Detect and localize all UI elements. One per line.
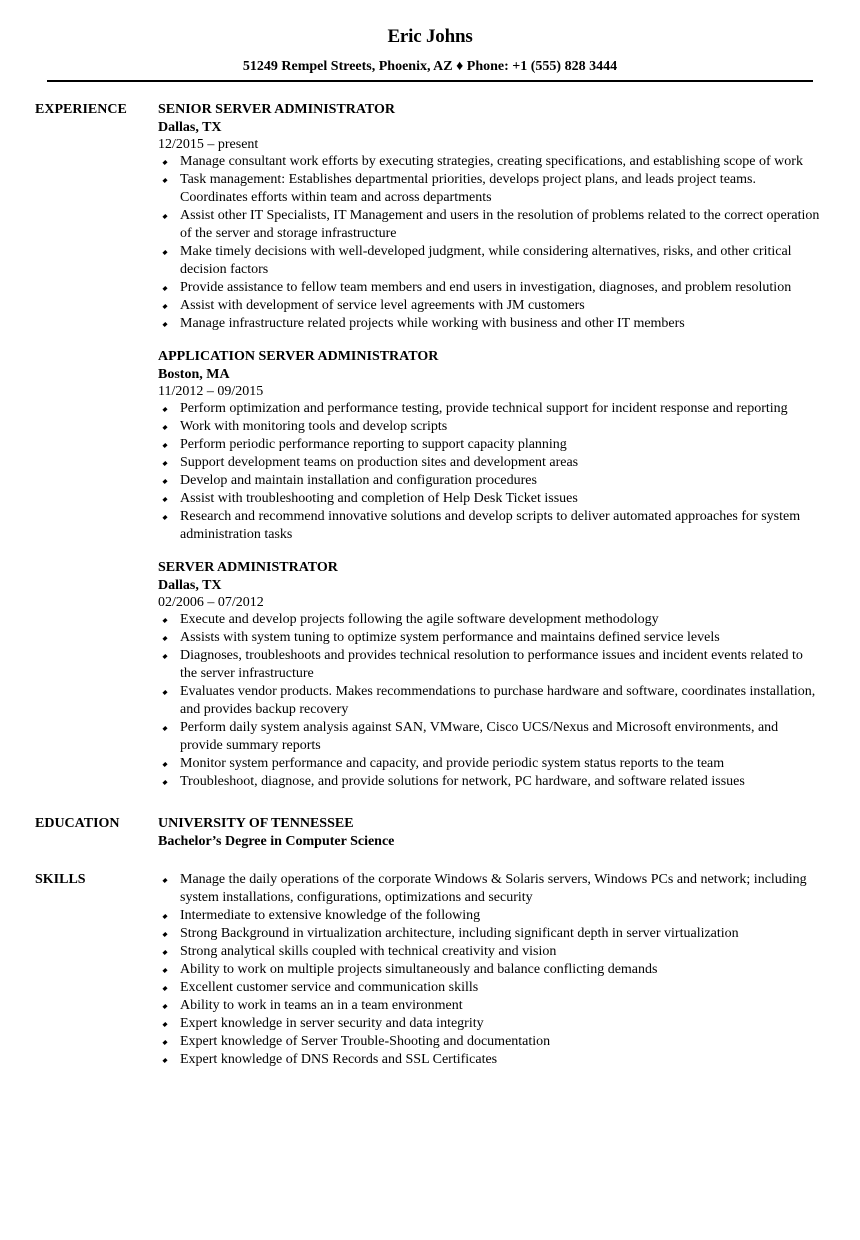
bullet-text: Expert knowledge in server security and data integrity: [180, 1016, 484, 1031]
bullet-icon: [162, 780, 167, 785]
bullet-item: [158, 755, 820, 773]
bullet-text: Manage infrastructure related projects while working with business and other IT members: [180, 316, 685, 331]
bullet-item: [158, 629, 820, 647]
bullet-item: [158, 315, 820, 333]
bullet-text: Evaluates vendor products. Makes recommendations to purchase hardware and software, coordinates installation, and provides backup recovery: [180, 684, 816, 717]
bullet-icon: [162, 878, 167, 883]
bullet-text: Strong Background in virtualization architecture, including significant depth in server virtualization: [180, 926, 739, 941]
bullet-item: [158, 297, 820, 315]
bullet-text: Excellent customer service and communication skills: [180, 980, 479, 995]
job-title: APPLICATION SERVER ADMINISTRATOR: [158, 349, 439, 364]
bullet-text: Make timely decisions with well-developed judgment, while considering alternatives, risks, and other critical decision factors: [180, 244, 792, 277]
bullet-text: Develop and maintain installation and configuration procedures: [180, 473, 537, 488]
section-label-education: EDUCATION: [35, 816, 120, 831]
header-divider: [47, 80, 813, 82]
bullet-text: Expert knowledge of DNS Records and SSL Certificates: [180, 1052, 498, 1067]
bullet-icon: [162, 1058, 167, 1063]
job-dates: 11/2012 – 09/2015: [158, 384, 264, 399]
bullet-icon: [162, 286, 167, 291]
bullet-text: Perform periodic performance reporting to support capacity planning: [180, 437, 567, 452]
bullet-text: Ability to work in teams an in a team environment: [180, 998, 463, 1013]
bullet-icon: [162, 407, 167, 412]
job-bullets: [158, 611, 820, 791]
bullet-item: [158, 243, 820, 279]
bullet-icon: [162, 322, 167, 327]
job-entry: [158, 101, 820, 333]
bullet-text: Manage consultant work efforts by executing strategies, creating specifications, and establishing scope of work: [180, 154, 803, 169]
contact-info: 51249 Rempel Streets, Phoenix, AZ ♦ Phone: +1 (555) 828 3444: [242, 59, 618, 74]
job-title: SERVER ADMINISTRATOR: [158, 560, 338, 575]
bullet-item: [158, 647, 820, 683]
bullet-icon: [162, 461, 167, 466]
candidate-name: Eric Johns: [387, 26, 473, 47]
bullet-item: [158, 508, 820, 544]
bullet-icon: [162, 304, 167, 309]
section-label-experience: EXPERIENCE: [35, 102, 127, 117]
bullet-icon: [162, 914, 167, 919]
resume-header: [0, 0, 860, 82]
bullet-icon: [162, 178, 167, 183]
bullet-icon: [162, 932, 167, 937]
bullet-item: [158, 1015, 820, 1033]
bullet-item: [158, 943, 820, 961]
bullet-icon: [162, 762, 167, 767]
bullet-text: Task management: Establishes departmental priorities, develops project plans, and leads project teams. Coordinates efforts within team and across departments: [180, 172, 756, 205]
bullet-icon: [162, 515, 167, 520]
bullet-text: Execute and develop projects following the agile software development methodology: [180, 612, 659, 627]
bullet-text: Work with monitoring tools and develop scripts: [180, 419, 448, 434]
bullet-icon: [162, 618, 167, 623]
bullet-item: [158, 436, 820, 454]
bullet-text: Manage the daily operations of the corporate Windows & Solaris servers, Windows PCs and network; including system installations, configurations, optimizations and security: [180, 872, 807, 905]
experience-section: [35, 101, 820, 806]
bullet-item: [158, 611, 820, 629]
bullet-item: [158, 171, 820, 207]
job-location: Boston, MA: [158, 367, 230, 382]
job-entry: [158, 559, 820, 791]
bullet-icon: [162, 1040, 167, 1045]
bullet-text: Assist with development of service level agreements with JM customers: [180, 298, 585, 313]
bullet-text: Expert knowledge of Server Trouble-Shooting and documentation: [180, 1034, 551, 1049]
job-bullets: [158, 153, 820, 333]
job-bullets: [158, 400, 820, 544]
education-section: [35, 815, 820, 851]
bullet-icon: [162, 636, 167, 641]
bullet-icon: [162, 950, 167, 955]
bullet-item: [158, 207, 820, 243]
bullet-text: Research and recommend innovative solutions and develop scripts to deliver automated approaches for system administration tasks: [180, 509, 801, 542]
bullet-icon: [162, 986, 167, 991]
bullet-item: [158, 925, 820, 943]
bullet-item: [158, 871, 820, 907]
education-degree: Bachelor’s Degree in Computer Science: [158, 834, 395, 849]
bullet-text: Provide assistance to fellow team members and end users in investigation, diagnoses, and problem resolution: [180, 280, 792, 295]
bullet-item: [158, 683, 820, 719]
job-title: SENIOR SERVER ADMINISTRATOR: [158, 102, 396, 117]
bullet-icon: [162, 214, 167, 219]
bullet-icon: [162, 425, 167, 430]
bullet-icon: [162, 479, 167, 484]
bullet-icon: [162, 726, 167, 731]
bullet-icon: [162, 1022, 167, 1027]
bullet-item: [158, 418, 820, 436]
bullet-item: [158, 961, 820, 979]
job-location: Dallas, TX: [158, 578, 222, 593]
bullet-icon: [162, 690, 167, 695]
job-entry: [158, 348, 820, 544]
bullet-text: Diagnoses, troubleshoots and provides technical resolution to performance issues and incident events related to the server infrastructure: [180, 648, 803, 681]
bullet-text: Assist with troubleshooting and completion of Help Desk Ticket issues: [180, 491, 578, 506]
bullet-text: Perform daily system analysis against SAN, VMware, Cisco UCS/Nexus and Microsoft environments, and provide summary reports: [180, 720, 779, 753]
experience-list: [158, 101, 820, 806]
bullet-icon: [162, 654, 167, 659]
bullet-item: [158, 719, 820, 755]
skills-list: [158, 871, 820, 1069]
bullet-icon: [162, 250, 167, 255]
bullet-item: [158, 400, 820, 418]
skills-section: [35, 871, 820, 1069]
bullet-icon: [162, 1004, 167, 1009]
bullet-item: [158, 997, 820, 1015]
bullet-icon: [162, 497, 167, 502]
bullet-icon: [162, 968, 167, 973]
job-location: Dallas, TX: [158, 120, 222, 135]
bullet-text: Assists with system tuning to optimize system performance and maintains defined service levels: [180, 630, 720, 645]
bullet-item: [158, 490, 820, 508]
bullet-text: Assist other IT Specialists, IT Management and users in the resolution of problems related to the correct operation of the server and storage infrastructure: [180, 208, 820, 241]
bullet-text: Strong analytical skills coupled with technical creativity and vision: [180, 944, 557, 959]
bullet-item: [158, 1051, 820, 1069]
bullet-icon: [162, 443, 167, 448]
bullet-item: [158, 279, 820, 297]
bullet-text: Monitor system performance and capacity, and provide periodic system status reports to the team: [180, 756, 725, 771]
section-label-skills: SKILLS: [35, 872, 86, 887]
bullet-text: Intermediate to extensive knowledge of the following: [180, 908, 481, 923]
bullet-text: Perform optimization and performance testing, provide technical support for incident response and reporting: [180, 401, 788, 416]
bullet-text: Ability to work on multiple projects simultaneously and balance conflicting demands: [180, 962, 658, 977]
bullet-item: [158, 1033, 820, 1051]
bullet-item: [158, 153, 820, 171]
job-dates: 12/2015 – present: [158, 137, 259, 152]
bullet-icon: [162, 160, 167, 165]
bullet-item: [158, 907, 820, 925]
bullet-text: Troubleshoot, diagnose, and provide solutions for network, PC hardware, and software related issues: [180, 774, 745, 789]
bullet-text: Support development teams on production sites and development areas: [180, 455, 579, 470]
bullet-item: [158, 773, 820, 791]
bullet-item: [158, 472, 820, 490]
bullet-item: [158, 979, 820, 997]
job-dates: 02/2006 – 07/2012: [158, 595, 264, 610]
education-school: UNIVERSITY OF TENNESSEE: [158, 816, 354, 831]
bullet-item: [158, 454, 820, 472]
